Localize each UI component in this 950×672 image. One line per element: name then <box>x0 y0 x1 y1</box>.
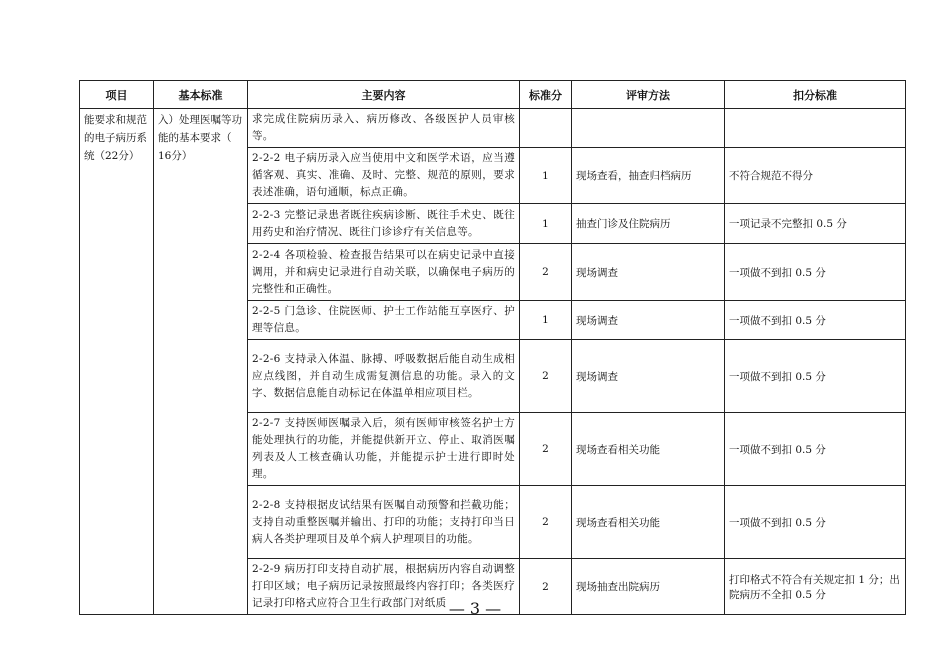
score-cell: 1 <box>520 301 572 340</box>
header-main-content: 主要内容 <box>248 81 520 109</box>
deduct-cell: 一项记录不完整扣 0.5 分 <box>725 204 906 244</box>
method-cell: 现场调查 <box>572 301 725 340</box>
score-cell: 2 <box>520 413 572 486</box>
deduct-cell: 一项做不到扣 0.5 分 <box>725 301 906 340</box>
deduct-cell: 一项做不到扣 0.5 分 <box>725 486 906 559</box>
evaluation-table <box>79 80 906 615</box>
method-cell: 现场调查 <box>572 340 725 413</box>
score-cell: 2 <box>520 340 572 413</box>
content-cell: 2-2-3 完整记录患者既往疾病诊断、既往手术史、既往用药史和治疗情况、既往门诊诊疗有关信息等。 <box>248 204 520 244</box>
deduct-cell: 一项做不到扣 0.5 分 <box>725 340 906 413</box>
method-cell: 抽查门诊及住院病历 <box>572 204 725 244</box>
method-cell: 现场抽查出院病历 <box>572 559 725 615</box>
score-cell: 2 <box>520 486 572 559</box>
header-item: 项目 <box>80 81 154 109</box>
content-cell: 2-2-6 支持录入体温、脉搏、呼吸数据后能自动生成相应点线图，并自动生成需复测信息的功能。录入的文字、数据信息能自动标记在体温单相应项目栏。 <box>248 340 520 413</box>
header-deduction-standard: 扣分标准 <box>725 81 906 109</box>
table-header-row <box>80 81 906 109</box>
score-cell <box>520 109 572 148</box>
content-cell: 2-2-4 各项检验、检查报告结果可以在病史记录中直接调用，并和病史记录进行自动关联，以确保电子病历的完整性和正确性。 <box>248 244 520 301</box>
deduct-cell: 打印格式不符合有关规定扣 1 分；出院病历不全扣 0.5 分 <box>725 559 906 615</box>
header-basic-standard: 基本标准 <box>154 81 248 109</box>
score-cell: 1 <box>520 148 572 204</box>
item-cell: 能要求和规范的电子病历系统（22分） <box>80 109 154 615</box>
header-review-method: 评审方法 <box>572 81 725 109</box>
content-cell: 2-2-7 支持医师医嘱录入后，须有医师审核签名护士方能处理执行的功能，并能提供新开立、停止、取消医嘱列表及人工核查确认功能，并能提示护士进行即时处理。 <box>248 413 520 486</box>
deduct-cell <box>725 109 906 148</box>
page-number: — 3 — <box>448 599 502 618</box>
table-row <box>80 109 906 148</box>
method-cell: 现场查看相关功能 <box>572 486 725 559</box>
deduct-cell: 一项做不到扣 0.5 分 <box>725 244 906 301</box>
basic-standard-cell: 入）处理医嘱等功能的基本要求（ 16分） <box>154 109 248 615</box>
method-cell: 现场查看相关功能 <box>572 413 725 486</box>
deduct-cell: 一项做不到扣 0.5 分 <box>725 413 906 486</box>
content-cell: 2-2-2 电子病历录入应当使用中文和医学术语，应当遵循客观、真实、准确、及时、完整、规范的原则，要求表述准确，语句通顺，标点正确。 <box>248 148 520 204</box>
header-standard-score: 标准分 <box>520 81 572 109</box>
score-cell: 2 <box>520 244 572 301</box>
score-cell: 2 <box>520 559 572 615</box>
content-cell: 2-2-8 支持根据皮试结果有医嘱自动预警和拦截功能；支持自动重整医嘱并输出、打印的功能；支持打印当日病人各类护理项目及单个病人护理项目的功能。 <box>248 486 520 559</box>
method-cell: 现场查看，抽查归档病历 <box>572 148 725 204</box>
content-cell: 求完成住院病历录入、病历修改、各级医护人员审核等。 <box>248 109 520 148</box>
content-cell: 2-2-5 门急诊、住院医师、护士工作站能互享医疗、护理等信息。 <box>248 301 520 340</box>
score-cell: 1 <box>520 204 572 244</box>
deduct-cell: 不符合规范不得分 <box>725 148 906 204</box>
method-cell <box>572 109 725 148</box>
content-cell: 2-2-9 病历打印支持自动扩展，根据病历内容自动调整打印区域；电子病历记录按照最终内容打印；各类医疗记录打印格式应符合卫生行政部门对纸质 <box>248 559 520 615</box>
method-cell: 现场调查 <box>572 244 725 301</box>
